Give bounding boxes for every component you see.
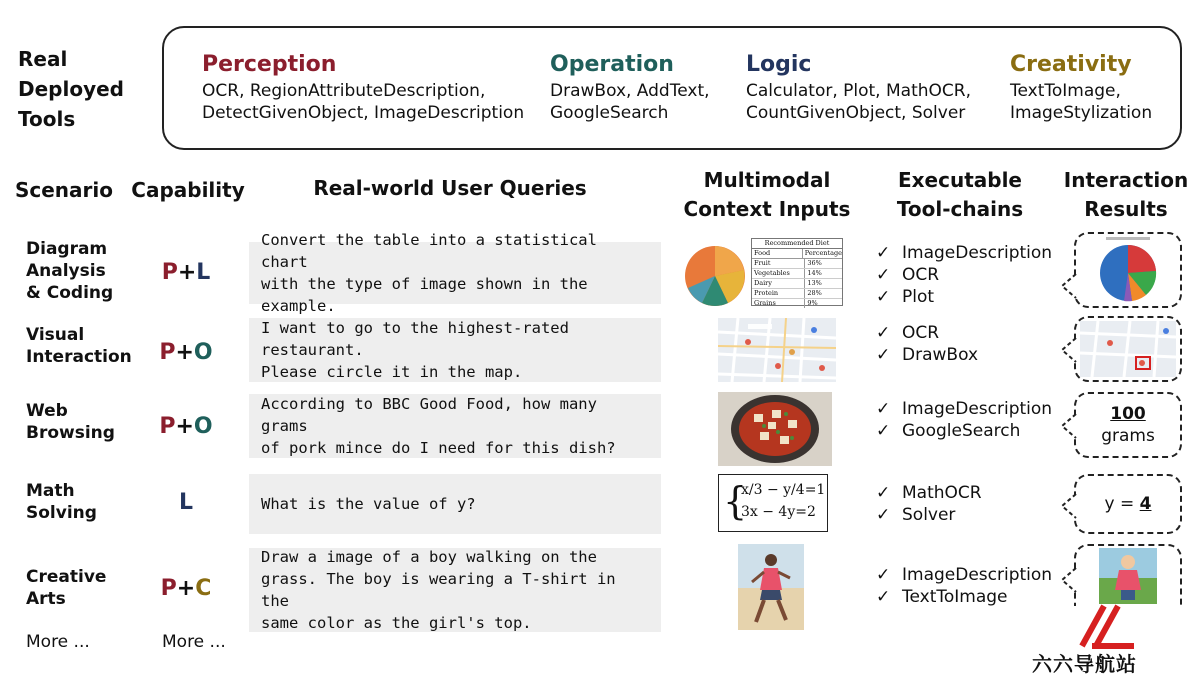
brace-icon: { (723, 479, 748, 523)
watermark-text: 六六导航站 (1032, 652, 1137, 676)
result-map-image (1080, 321, 1176, 377)
header-inputs: Multimodal Context Inputs (683, 168, 851, 221)
query-row-5: Draw a image of a boy walking on the grass. The boy is wearing a T-shirt in the same color as the girl's top. (249, 548, 661, 632)
check-icon: ✓ (876, 323, 891, 343)
category-operation: Operation DrawBox, AddText, GoogleSearch (550, 52, 710, 123)
dish-image (718, 392, 832, 466)
result-generated-image (1074, 544, 1182, 606)
table-row: Fruit 36% (752, 259, 842, 269)
category-perception: Perception OCR, RegionAttributeDescription, DetectGivenObject, ImageDescription (202, 52, 525, 123)
table-row: Dairy 13% (752, 279, 842, 289)
query-row-3: According to BBC Good Food, how many grams of pork mince do I need for this dish? (249, 394, 661, 458)
table-row: Grains 9% (754, 299, 818, 307)
toolchain-row-2: ✓ OCR ✓ DrawBox (876, 323, 979, 365)
capability-row-2: P+O (159, 340, 213, 365)
toolchain-row-4: ✓ MathOCR ✓ Solver (876, 483, 982, 525)
result-math: y = 4 (1074, 474, 1182, 534)
query-row-1: Convert the table into a statistical chart with the type of image shown in the example. (249, 242, 661, 304)
scenario-web-browsing: Web Browsing (26, 401, 115, 443)
diet-table-header: Food Percentage (754, 249, 842, 257)
table-row: Protein 28% (752, 289, 842, 299)
category-creativity: Creativity TextToImage, ImageStylization (1010, 52, 1153, 123)
capability-row-3: P+O (159, 414, 213, 439)
check-icon: ✓ (876, 345, 891, 365)
toolchain-row-3: ✓ ImageDescription ✓ GoogleSearch (876, 399, 1053, 441)
boy-image (1099, 548, 1157, 604)
result-map-circled (1074, 316, 1182, 382)
tools-panel (162, 26, 1182, 150)
capability-row-4: L (178, 490, 194, 515)
check-icon: ✓ (876, 243, 891, 263)
toolchain-row-5: ✓ ImageDescription ✓ TextToImage (876, 565, 1053, 607)
header-results: Interaction Results (1063, 168, 1189, 221)
capability-row-1: P+L (161, 260, 211, 285)
check-icon: ✓ (876, 565, 891, 585)
result-grams (1074, 392, 1182, 458)
check-icon: ✓ (876, 587, 891, 607)
more-capabilities: More ... (162, 632, 226, 652)
scenario-creative-arts: Creative Arts (26, 567, 107, 609)
result-slice-red (1128, 245, 1156, 273)
diet-table: Recommended Diet Food Percentage Fruit 36% Vegetables 14% Dairy 13% Protein 28% Grains 9% (751, 238, 843, 306)
check-icon: ✓ (876, 421, 891, 441)
map-image (718, 318, 836, 382)
check-icon: ✓ (876, 505, 891, 525)
check-icon: ✓ (876, 483, 891, 503)
math-equation-image: { x/3 − y/4=1 3x − 4y=2 (718, 474, 828, 532)
result-pie-image (1088, 235, 1168, 305)
toolchain-row-1: ✓ ImageDescription ✓ OCR ✓ Plot (876, 243, 1053, 307)
more-scenarios: More ... (26, 632, 90, 652)
deployed-tools-title: Real Deployed Tools (18, 47, 124, 131)
result-pointer (1060, 492, 1078, 522)
header-scenario: Scenario (14, 178, 114, 202)
check-icon: ✓ (876, 265, 891, 285)
result-pointer (1060, 336, 1078, 366)
check-icon: ✓ (876, 287, 891, 307)
result-pointer (1060, 272, 1078, 302)
scenario-diagram-analysis: Diagram Analysis & Coding (26, 239, 114, 303)
scenario-visual-interaction: Visual Interaction (26, 325, 132, 367)
girl-image (738, 544, 804, 630)
result-pointer (1060, 412, 1078, 442)
result-chart-title-bar (1106, 237, 1150, 240)
query-row-2: I want to go to the highest-rated restaurant. Please circle it in the map. (249, 318, 661, 382)
result-pie-chart (1074, 232, 1182, 308)
query-row-4: What is the value of y? (249, 474, 661, 534)
header-capability: Capability (131, 178, 245, 202)
result-grams-unit: grams (1101, 426, 1155, 446)
category-logic: Logic Calculator, Plot, MathOCR, CountGivenObject, Solver (746, 52, 971, 123)
result-grams-value: 100 (1110, 404, 1146, 424)
capability-row-5: P+C (160, 576, 212, 601)
scenario-math-solving: Math Solving (26, 481, 97, 523)
check-icon: ✓ (876, 399, 891, 419)
example-pie-image (680, 244, 750, 308)
table-row: Vegetables 14% (752, 269, 842, 279)
header-chains: Executable Tool-chains (896, 168, 1024, 221)
header-queries: Real-world User Queries (313, 176, 587, 200)
watermark-logo-icon (1074, 604, 1144, 650)
result-pointer (1060, 566, 1078, 596)
